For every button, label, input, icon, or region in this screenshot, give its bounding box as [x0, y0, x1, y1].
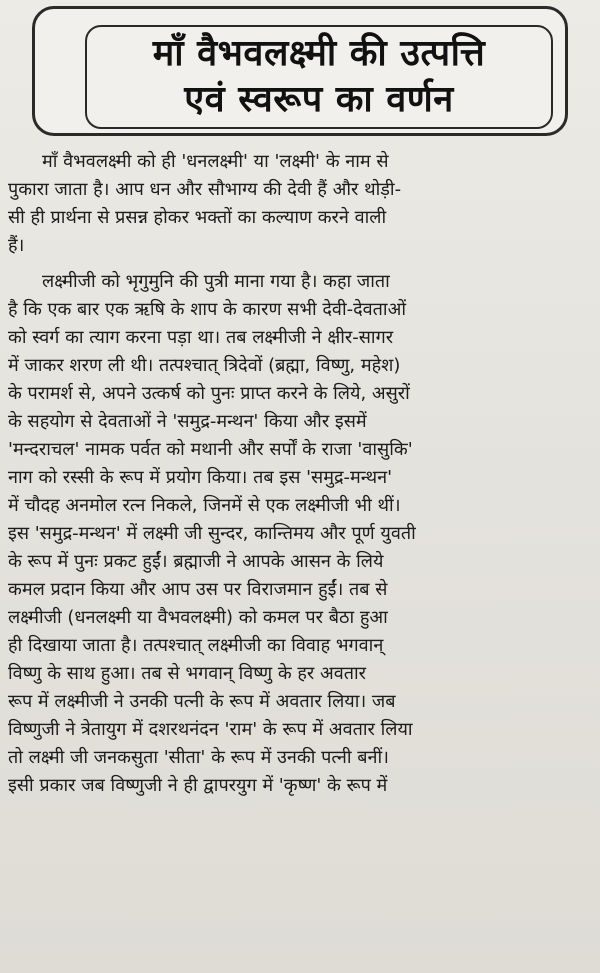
text-line: ही दिखाया जाता है। तत्पश्चात् लक्ष्मीजी का विवाह भगवान्: [8, 635, 384, 656]
text-line: रूप में लक्ष्मीजी ने उनकी पत्नी के रूप में अवतार लिया। जब: [8, 691, 396, 712]
text-line: इस 'समुद्र-मन्थन' में लक्ष्मी जी सुन्दर, कान्तिमय और पूर्ण युवती: [8, 523, 416, 544]
text-line: तो लक्ष्मी जी जनकसुता 'सीता' के रूप में उनकी पत्नी बनीं।: [8, 747, 389, 768]
text-line: पुकारा जाता है। आप धन और सौभाग्य की देवी हैं और थोड़ी-: [8, 179, 402, 200]
title-inner-frame: [85, 25, 553, 129]
text-line: विष्णुजी ने त्रेतायुग में दशरथनंदन 'राम' के रूप में अवतार लिया: [8, 719, 413, 740]
text-line: 'मन्दराचल' नामक पर्वत को मथानी और सर्पों के राजा 'वासुकि': [8, 439, 413, 460]
text-line: के सहयोग से देवताओं ने 'समुद्र-मन्थन' किया और इसमें: [8, 411, 367, 432]
text-line: नाग को रस्सी के रूप में प्रयोग किया। तब इस 'समुद्र-मन्थन': [8, 467, 393, 488]
text-line: है कि एक बार एक ऋषि के शाप के कारण सभी देवी-देवताओं: [8, 299, 406, 320]
title-frame: [32, 6, 568, 136]
text-line: लक्ष्मीजी (धनलक्ष्मी या वैभवलक्ष्मी) को कमल पर बैठा हुआ: [8, 607, 388, 628]
paragraph-2: [8, 268, 590, 800]
text-line: में चौदह अनमोल रत्न निकले, जिनमें से एक लक्ष्मीजी भी थीं।: [8, 495, 401, 516]
text-line: कमल प्रदान किया और आप उस पर विराजमान हुईं। तब से: [8, 579, 388, 600]
text-line: के परामर्श से, अपने उत्कर्ष को पुनः प्राप्त करने के लिये, असुरों: [8, 383, 410, 404]
headline-line-1: माँ वैभवलक्ष्मी की उत्पत्ति: [152, 33, 486, 74]
text-line: इसी प्रकार जब विष्णुजी ने ही द्वापरयुग में 'कृष्ण' के रूप में: [8, 775, 388, 796]
headline-line-2: एवं स्वरूप का वर्णन: [184, 79, 454, 120]
text-line: हैं।: [8, 235, 25, 256]
text-line: सी ही प्रार्थना से प्रसन्न होकर भक्तों का कल्याण करने वाली: [8, 207, 387, 228]
text-line: विष्णु के साथ हुआ। तब से भगवान् विष्णु के हर अवतार: [8, 663, 367, 684]
text-line: लक्ष्मीजी को भृगुमुनि की पुत्री माना गया है। कहा जाता: [42, 271, 390, 292]
text-line: के रूप में पुनः प्रकट हुईं। ब्रह्माजी ने आपके आसन के लिये: [8, 551, 384, 572]
paragraph-1: [8, 148, 590, 260]
article-body: [8, 148, 590, 800]
text-line: को स्वर्ग का त्याग करना पड़ा था। तब लक्ष्मीजी ने क्षीर-सागर: [8, 327, 394, 348]
text-line: माँ वैभवलक्ष्मी को ही 'धनलक्ष्मी' या 'लक्ष्मी' के नाम से: [42, 151, 389, 172]
text-line: में जाकर शरण ली थी। तत्पश्चात् त्रिदेवों (ब्रह्मा, विष्णु, महेश): [8, 355, 401, 376]
